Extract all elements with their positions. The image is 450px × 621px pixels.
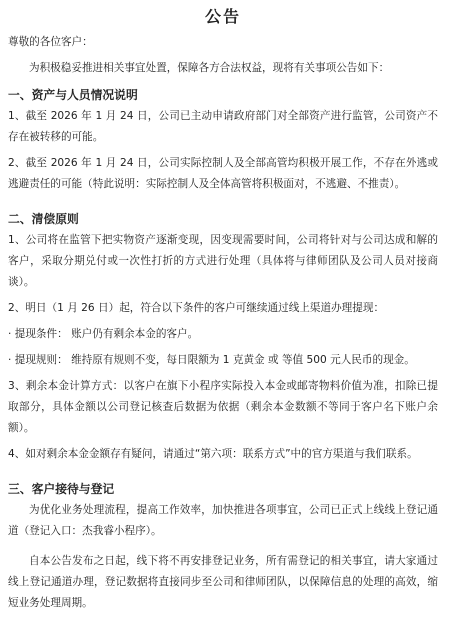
section-2-item-3: 3、剩余本金计算方式：以客户在旗下小程序实际投入本金或邮寄物料价值为准，扣除已提取部分，具体金额以公司登记核查后数据为依据（剩余本金数额不等同于客户名下账户余额）。	[8, 380, 438, 434]
section-2-heading: 二、清偿原则	[8, 212, 79, 226]
section-1-item-2: 2、截至 2026 年 1 月 24 日，公司实际控制人及全部高管均积极开展工作，不存在外逃或逃避责任的可能（特此说明：实际控制人及全体高管将积极面对，不逃避、不推责）。	[8, 157, 438, 190]
section-3-paragraph-2: 自本公告发布之日起，线下将不再安排登记业务，所有需登记的相关事宜，请大家通过线上登记通道办理，登记数据将直接同步至公司和律师团队，以保障信息的处理的高效，缩短业务处理周期。	[8, 555, 438, 609]
section-2-item-4: 4、如对剩余本金金额存有疑问，请通过“第六项：联系方式”中的官方渠道与我们联系。	[8, 448, 418, 460]
section-3-paragraph-1: 为优化业务处理流程，提高工作效率，加快推进各项事宜，公司已正式上线线上登记通道（登记入口：杰我睿小程序）。	[8, 504, 438, 537]
withdraw-condition: · 提现条件： 账户仍有剩余本金的客户。	[8, 328, 199, 340]
notice-title: 公告	[204, 7, 241, 26]
intro-paragraph: 为积极稳妥推进相关事宜处置，保障各方合法权益，现将有关事项公告如下：	[29, 62, 390, 74]
section-1-item-1: 1、截至 2026 年 1 月 24 日，公司已主动申请政府部门对全部资产进行监管，公司资产不存在被转移的可能。	[8, 110, 438, 143]
withdraw-rule: · 提现规则： 维持原有规则不变，每日限额为 1 克黄金 或 等值 500 元人民币的现金。	[8, 354, 415, 366]
section-1-heading: 一、资产与人员情况说明	[8, 88, 138, 102]
section-2-item-1: 1、公司将在监管下把实物资产逐渐变现，因变现需要时间，公司将针对与公司达成和解的客户，采取分期兑付或一次性打折的方式进行处理（具体将与律师团队及公司人员对接商谈）。	[8, 234, 438, 288]
section-3-heading: 三、客户接待与登记	[8, 482, 115, 496]
section-2-item-2: 2、明日（1 月 26 日）起，符合以下条件的客户可继续通过线上渠道办理提现：	[8, 302, 385, 314]
greeting: 尊敬的各位客户：	[8, 36, 93, 48]
